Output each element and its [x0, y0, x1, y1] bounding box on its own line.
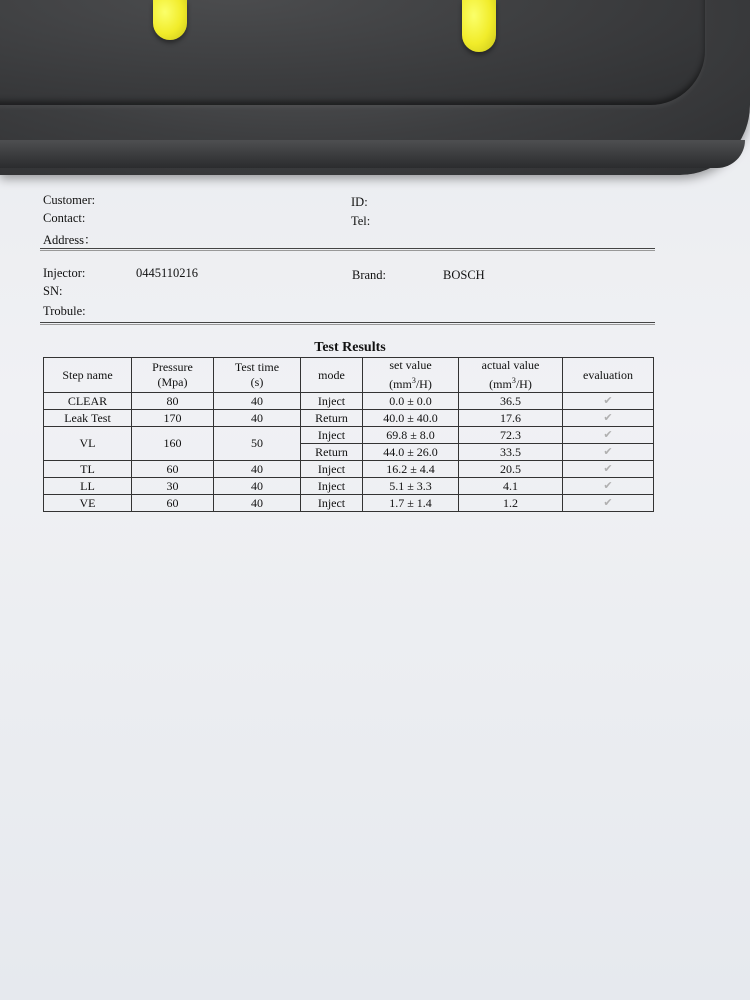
check-icon: ✔: [603, 446, 613, 458]
step-name-cell: VL: [44, 427, 132, 461]
evaluation-cell: [563, 427, 654, 444]
check-icon: ✔: [603, 463, 613, 475]
col-pressure: Pressure (Mpa): [132, 358, 214, 393]
step-name-cell: Leak Test: [44, 410, 132, 427]
mode-cell: Inject: [301, 495, 363, 512]
injector-value: 0445110216: [136, 266, 199, 280]
col-test-time: Test time (s): [214, 358, 301, 393]
mode-cell: Inject: [301, 478, 363, 495]
brand-value: BOSCH: [443, 268, 485, 282]
injector-label: Injector:: [43, 266, 86, 280]
pressure-cell: 30: [132, 478, 214, 495]
test-time-cell: 40: [214, 461, 301, 478]
set-value-cell: 44.0 ± 26.0: [363, 444, 459, 461]
test-report-paper: [0, 170, 750, 1000]
brand-label: Brand:: [352, 268, 387, 282]
table-row: [44, 495, 654, 512]
col-mode: mode: [301, 358, 363, 393]
col-step-name: Step name: [44, 358, 132, 393]
test-time-cell: 40: [214, 478, 301, 495]
trouble-label: Trobule:: [43, 304, 86, 318]
test-time-cell: 40: [214, 393, 301, 410]
table-row: [44, 478, 654, 495]
yellow-peg-right: [462, 0, 496, 52]
evaluation-cell: [563, 410, 654, 427]
section-divider-2: [40, 322, 655, 325]
pressure-cell: 60: [132, 495, 214, 512]
col-evaluation: evaluation: [563, 358, 654, 393]
mode-cell: Return: [301, 444, 363, 461]
evaluation-cell: [563, 393, 654, 410]
mode-cell: Return: [301, 410, 363, 427]
check-icon: ✔: [603, 480, 613, 492]
pressure-cell: 80: [132, 393, 214, 410]
tray-inner: [0, 0, 705, 105]
test-time-cell: 50: [214, 427, 301, 461]
tel-label: Tel:: [351, 214, 371, 228]
contact-label: Contact:: [43, 211, 86, 225]
pressure-cell: 170: [132, 410, 214, 427]
actual-value-cell: 4.1: [459, 478, 563, 495]
actual-value-cell: 20.5: [459, 461, 563, 478]
test-time-cell: 40: [214, 495, 301, 512]
step-name-cell: VE: [44, 495, 132, 512]
clipboard-tray: [0, 0, 750, 175]
test-time-cell: 40: [214, 410, 301, 427]
evaluation-cell: [563, 444, 654, 461]
set-value-cell: 16.2 ± 4.4: [363, 461, 459, 478]
evaluation-cell: [563, 461, 654, 478]
results-table: [43, 357, 654, 512]
set-value-cell: 40.0 ± 40.0: [363, 410, 459, 427]
customer-label: Customer:: [43, 193, 96, 207]
actual-value-cell: 1.2: [459, 495, 563, 512]
mode-cell: Inject: [301, 427, 363, 444]
step-name-cell: CLEAR: [44, 393, 132, 410]
table-header-row: [44, 358, 654, 393]
pressure-cell: 160: [132, 427, 214, 461]
address-label: Address：: [43, 233, 97, 247]
set-value-cell: 5.1 ± 3.3: [363, 478, 459, 495]
check-icon: ✔: [603, 429, 613, 441]
check-icon: ✔: [603, 497, 613, 509]
yellow-peg-left: [153, 0, 187, 40]
set-value-cell: 1.7 ± 1.4: [363, 495, 459, 512]
pressure-cell: 60: [132, 461, 214, 478]
mode-cell: Inject: [301, 461, 363, 478]
section-divider-1: [40, 248, 655, 251]
col-set-value: set value $(mm^3/H)$: [363, 358, 459, 393]
sn-label: SN:: [43, 284, 63, 298]
evaluation-cell: [563, 478, 654, 495]
table-row: [44, 461, 654, 478]
step-name-cell: LL: [44, 478, 132, 495]
set-value-cell: 69.8 ± 8.0: [363, 427, 459, 444]
table-row: [44, 410, 654, 427]
mode-cell: Inject: [301, 393, 363, 410]
actual-value-cell: 17.6: [459, 410, 563, 427]
actual-value-cell: 36.5: [459, 393, 563, 410]
results-title: Test Results: [314, 340, 386, 355]
check-icon: ✔: [603, 395, 613, 407]
table-row: [44, 427, 654, 444]
check-icon: ✔: [603, 412, 613, 424]
step-name-cell: TL: [44, 461, 132, 478]
col-actual-value: actual value $(mm^3/H)$: [459, 358, 563, 393]
id-label: ID:: [351, 195, 368, 209]
actual-value-cell: 33.5: [459, 444, 563, 461]
tray-rim: [0, 140, 745, 168]
set-value-cell: 0.0 ± 0.0: [363, 393, 459, 410]
evaluation-cell: [563, 495, 654, 512]
table-row: [44, 393, 654, 410]
actual-value-cell: 72.3: [459, 427, 563, 444]
